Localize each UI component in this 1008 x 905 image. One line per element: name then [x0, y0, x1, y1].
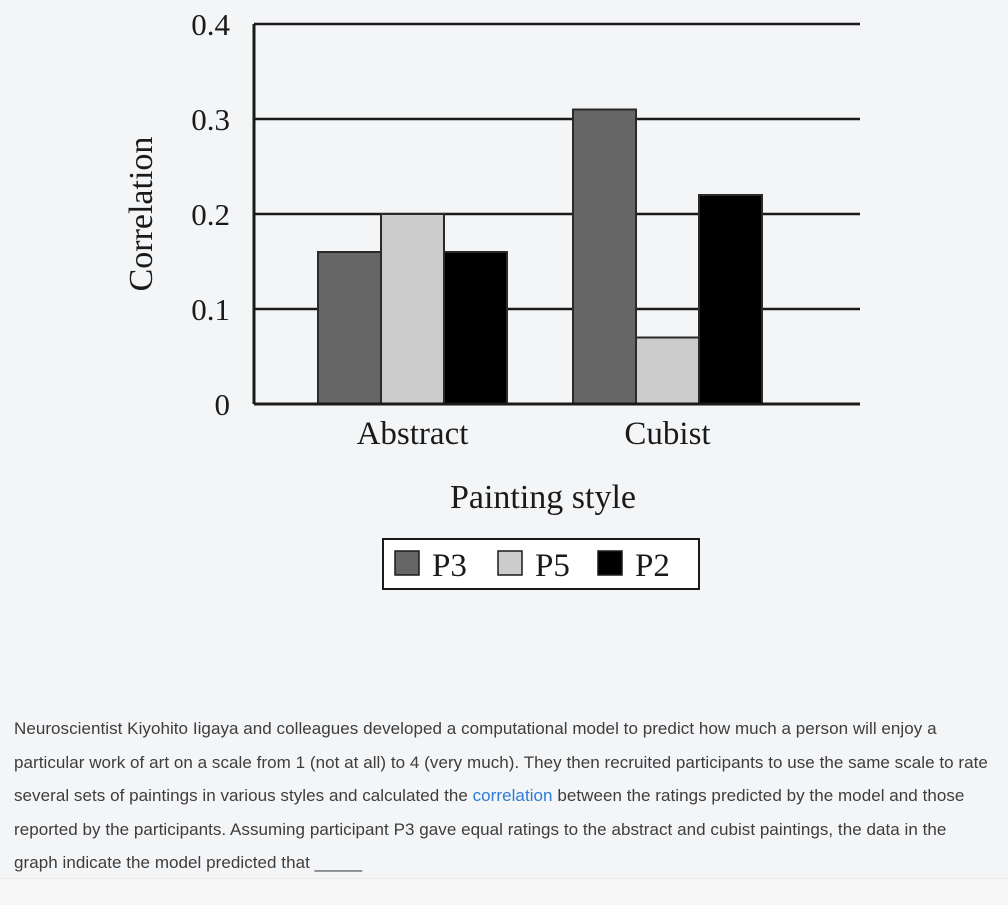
- legend-label-p3: P3: [432, 548, 467, 584]
- y-tick-label-3: 0.3: [191, 102, 230, 137]
- correlation-link[interactable]: correlation: [472, 786, 553, 805]
- bar-p5-abstract: [381, 214, 444, 404]
- legend-swatch-p3: [395, 551, 419, 575]
- question-text-after: between the ratings predicted by the model and those reported by the participants. Assuming participant P3 gave equal ratings to the abstract and cubist paintings, the data in the graph indicate the model predicted that _____: [14, 786, 965, 872]
- y-tick-label-2: 0.2: [191, 197, 230, 232]
- y-tick-label-1: 0.1: [191, 292, 230, 327]
- legend-label-p5: P5: [535, 548, 570, 584]
- bar-p2-abstract: [444, 252, 507, 404]
- bottom-bar: [0, 878, 1008, 905]
- bar-chart: [14, 0, 990, 702]
- x-tick-label-abstract: Abstract: [356, 416, 469, 452]
- question-text: [14, 712, 994, 880]
- bar-p5-cubist: [636, 338, 699, 405]
- legend-label-p2: P2: [635, 548, 670, 584]
- bar-p3-cubist: [573, 110, 636, 405]
- y-tick-label-0: 0: [214, 387, 230, 422]
- question-text-before: Neuroscientist Kiyohito Iigaya and colleagues developed a computational model to predict how much a person will enjoy a particular work of art on a scale from 1 (not at all) to 4 (very much). They then recruited participants to use the same scale to rate several sets of paintings in various styles and calculated the: [14, 719, 988, 805]
- x-axis-title: Painting style: [449, 479, 637, 516]
- figure-panel: [14, 0, 990, 702]
- legend-swatch-p5: [498, 551, 522, 575]
- legend-swatch-p2: [598, 551, 622, 575]
- bar-p3-abstract: [318, 252, 381, 404]
- x-tick-label-cubist: Cubist: [624, 416, 711, 452]
- y-tick-label-4: 0.4: [191, 7, 230, 42]
- y-axis-title: Correlation: [123, 136, 160, 292]
- bar-p2-cubist: [699, 195, 762, 404]
